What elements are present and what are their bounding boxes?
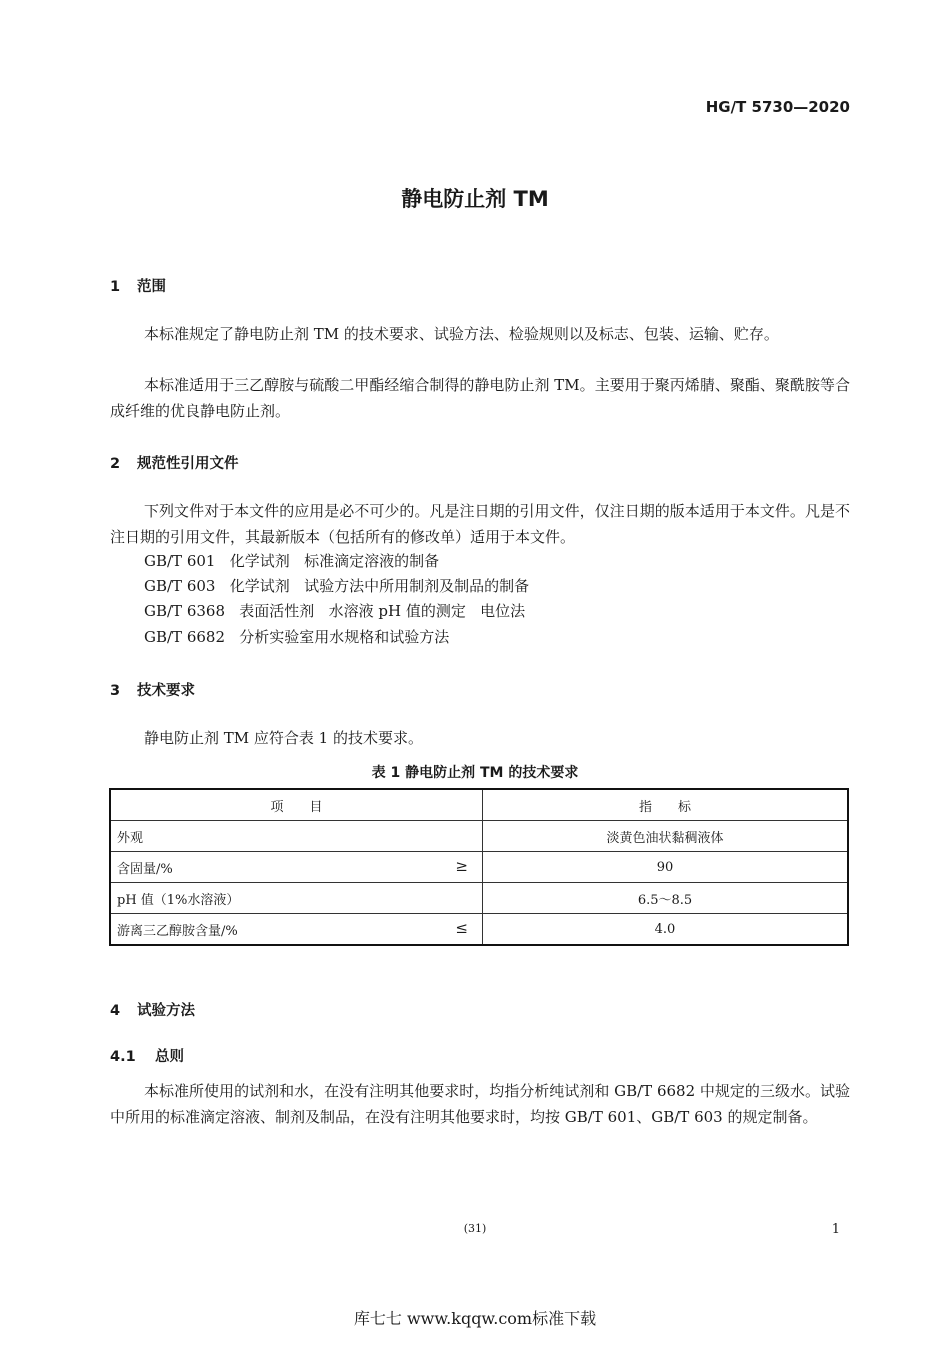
table-caption: 表 1 静电防止剂 TM 的技术要求 [371,765,579,781]
section-1-heading [110,275,166,296]
table-row [110,914,848,946]
footer-watermark: 库七七 www.kqqw.com标准下载 [353,1309,597,1328]
page-number-center: (31) [463,1222,487,1235]
standard-code: HG/T 5730—2020 [705,98,850,116]
section-title: 技术要求 [137,683,195,699]
item-label: pH 值（1%水溶液） [117,892,240,908]
section-title: 规范性引用文件 [137,456,239,472]
section-4-heading [110,999,195,1020]
table-row [110,821,848,852]
section-2-heading [110,452,239,473]
normative-reference: GB/T 6682 分析实验室用水规格和试验方法 [144,628,450,646]
normative-reference: GB/T 6368 表面活性剂 水溶液 pH 值的测定 电位法 [144,602,526,620]
subsection-number: 4.1 [110,1049,136,1065]
requirements-table [109,788,849,946]
item-cell [110,883,483,914]
section-1-paragraph-2: 本标准适用于三乙醇胺与硫酸二甲酯经缩合制得的静电防止剂 TM。主要用于聚丙烯腈、聚酯、聚酰胺等合成纤维的优良静电防止剂。 [110,376,850,420]
comparison-symbol: ≤ [455,919,468,937]
section-2-paragraph-1: 下列文件对于本文件的应用是必不可少的。凡是注日期的引用文件，仅注日期的版本适用于本文件。凡是不注日期的引用文件，其最新版本（包括所有的修改单）适用于本文件。 [110,502,850,546]
subsection-4-1-heading [110,1045,184,1066]
section-3-heading [110,679,195,700]
comparison-symbol: ≥ [455,857,468,875]
section-1-paragraph-1: 本标准规定了静电防止剂 TM 的技术要求、试验方法、检验规则以及标志、包装、运输、贮存。 [144,325,779,343]
value-cell: 6.5～8.5 [483,883,849,914]
table-row [110,852,848,883]
item-label: 游离三乙醇胺含量/% [117,923,238,939]
column-header-value: 指 标 [483,789,849,821]
value-cell: 90 [483,852,849,883]
section-title: 范围 [137,279,166,295]
section-3-paragraph-1: 静电防止剂 TM 应符合表 1 的技术要求。 [144,729,423,747]
subsection-title: 总则 [155,1049,184,1065]
section-number: 2 [110,456,121,472]
value-cell: 4.0 [483,914,849,946]
section-title: 试验方法 [137,1003,195,1019]
item-label: 外观 [117,830,144,846]
section-number: 3 [110,683,121,699]
normative-reference: GB/T 601 化学试剂 标准滴定溶液的制备 [144,552,440,570]
table-header-row [110,789,848,821]
document-title: 静电防止剂 TM [401,187,549,211]
section-number: 4 [110,1003,121,1019]
item-label: 含固量/% [117,861,173,877]
normative-reference: GB/T 603 化学试剂 试验方法中所用制剂及制品的制备 [144,577,530,595]
section-number: 1 [110,279,121,295]
item-cell [110,852,483,883]
table-row [110,883,848,914]
item-cell [110,821,483,852]
value-cell: 淡黄色油状黏稠液体 [483,821,849,852]
column-header-item: 项 目 [110,789,483,821]
page-number: 1 [831,1222,840,1237]
item-cell [110,914,483,946]
subsection-4-1-paragraph: 本标准所使用的试剂和水，在没有注明其他要求时，均指分析纯试剂和 GB/T 6682 中规定的三级水。试验中所用的标准滴定溶液、制剂及制品，在没有注明其他要求时，均按 GB/T 601、GB/T 603 的规定制备。 [110,1082,850,1126]
